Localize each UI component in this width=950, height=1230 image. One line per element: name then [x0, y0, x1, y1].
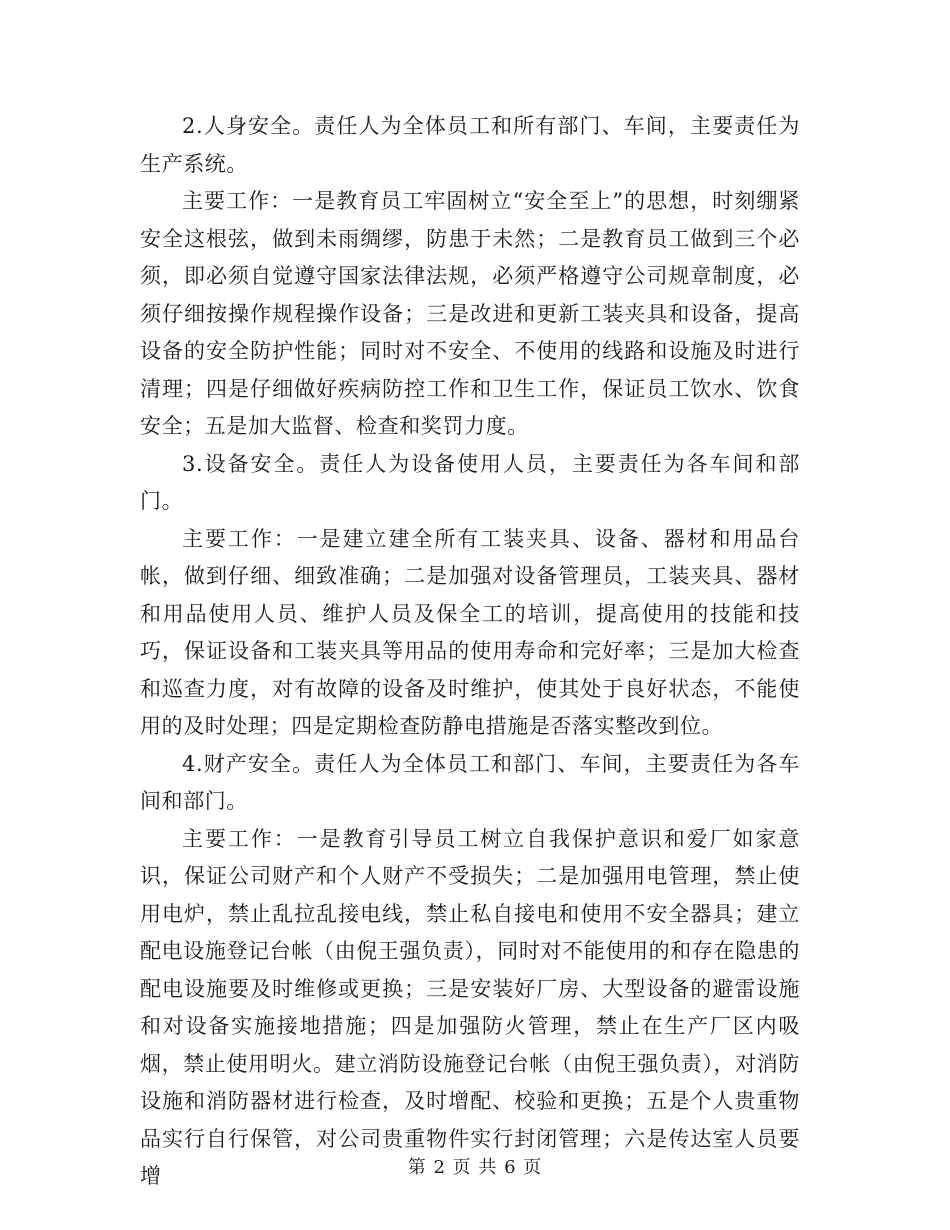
paragraph-property-safety: 4.财产安全。责任人为全体员工和部门、车间，主要责任为各车间和部门。 [140, 751, 800, 813]
body-text [140, 108, 800, 1196]
page-footer: 第 2 页 共 6 页 [407, 1157, 543, 1178]
paragraph-equipment-safety: 3.设备安全。责任人为设备使用人员，主要责任为各车间和部门。 [140, 451, 800, 513]
paragraph-personal-safety: 2.人身安全。责任人为全体员工和所有部门、车间，主要责任为生产系统。 [140, 114, 800, 176]
paragraph-property-safety-tasks: 主要工作：一是教育引导员工树立自我保护意识和爱厂如家意识，保证公司财产和个人财产不受损失；二是加强用电管理，禁止使用电炉，禁止乱拉乱接电线，禁止私自接电和使用不安全器具；建立配电设施登记台帐（由倪王强负责），同时对不能使用的和存在隐患的配电设施要及时维修或更换；三是安装好厂房、大型设备的避雷设施和对设备实施接地措施；四是加强防火管理，禁止在生产厂区内吸烟，禁止使用明火。建立消防设施登记台帐（由倪王强负责），对消防设施和消防器材进行检查，及时增配、校验和更换；五是个人贵重物品实行自行保管，对公司贵重物件实行封闭管理；六是传达室人员要增 [140, 826, 800, 1188]
paragraph-personal-safety-tasks: 主要工作：一是教育员工牢固树立“安全至上”的思想，时刻绷紧安全这根弦，做到未雨绸缪，防患于未然；二是教育员工做到三个必须，即必须自觉遵守国家法律法规，必须严格遵守公司规章制度，必须仔细按操作规程操作设备；三是改进和更新工装夹具和设备，提高设备的安全防护性能；同时对不安全、不使用的线路和设施及时进行清理；四是仔细做好疾病防控工作和卫生工作，保证员工饮水、饮食安全；五是加大监督、检查和奖罚力度。 [140, 189, 800, 438]
paragraph-equipment-safety-tasks: 主要工作：一是建立建全所有工装夹具、设备、器材和用品台帐，做到仔细、细致准确；二是加强对设备管理员，工装夹具、器材和用品使用人员、维护人员及保全工的培训，提高使用的技能和技巧，保证设备和工装夹具等用品的使用寿命和完好率；三是加大检查和巡查力度，对有故障的设备及时维护，使其处于良好状态，不能使用的及时处理；四是定期检查防静电措施是否落实整改到位。 [140, 526, 800, 738]
